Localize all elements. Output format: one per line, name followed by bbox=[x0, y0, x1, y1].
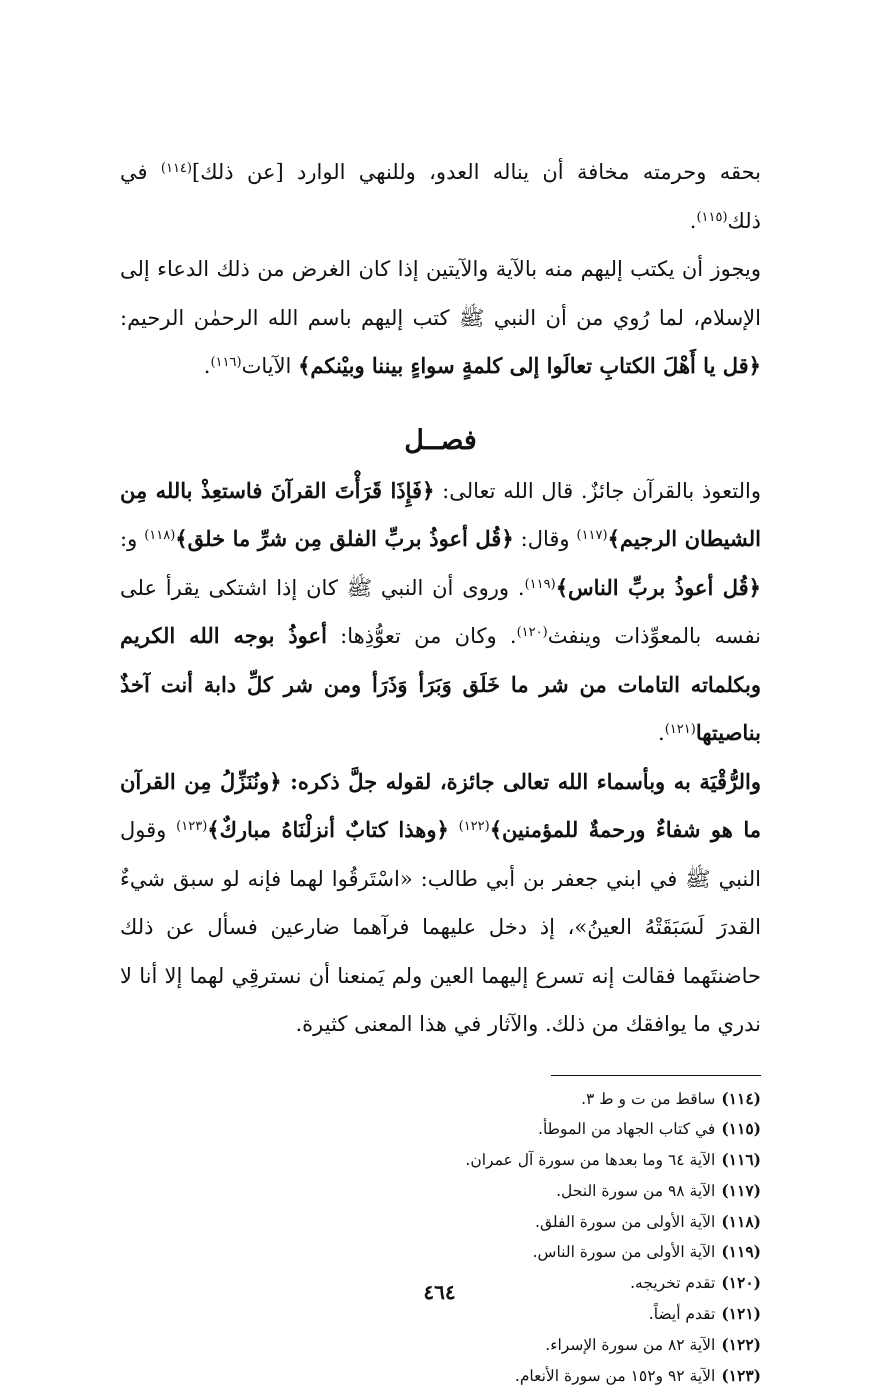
footnote-text: الآية ٨٢ من سورة الإسراء. bbox=[545, 1335, 716, 1354]
paragraph bbox=[120, 467, 761, 758]
intro-text bbox=[120, 148, 761, 391]
footnote-ref: (١١٥) bbox=[696, 209, 728, 225]
text-run bbox=[449, 818, 459, 842]
footnote-item bbox=[120, 1176, 761, 1207]
footnote-text: الآية ٩٨ من سورة النحل. bbox=[556, 1181, 716, 1200]
text-run: وقول النبي ﷺ في ابني جعفر بن أبي طالب: «اسْتَرقُوا لهما فإنه لو سبق شيءٌ القدرَ لَسَبَقَتْهُ العينُ»، إذ دخل عليهما فرآهما ضارعين فسأل عن ذلك حاضنتَهما فقالت إنه تسرع إليهما العين ولم يَمنعنا أن نسترقِي لهما إلا أنا لا ندري ما يوافقك من ذلك. والآثار في هذا المعنى كثيرة. bbox=[120, 818, 761, 1036]
footnote-ref: (١٢١) bbox=[664, 722, 696, 737]
footnote-divider bbox=[551, 1075, 761, 1076]
footnote-item bbox=[120, 1114, 761, 1145]
footnote-text: تقدم تخريجه. bbox=[630, 1274, 716, 1293]
footnote-number: (١١٧) bbox=[721, 1180, 761, 1200]
bold-text: أعوذُ بوجه الله الكريم وبكلماته التامات من شر ما خَلَق وَبَرَأ وَذَرَأ ومن شر كلِّ دابة أنت آخذٌ بناصيتها bbox=[120, 623, 761, 745]
footnote-text: تقدم أيضاً. bbox=[648, 1305, 716, 1324]
text-run: و: bbox=[120, 527, 145, 551]
footnote-text: في كتاب الجهاد من الموطأ. bbox=[538, 1120, 716, 1139]
footnote-item bbox=[120, 1084, 761, 1115]
bold-text: ﴿قُل أعوذُ بربِّ الناس﴾ bbox=[555, 574, 761, 600]
text-run: . وكان من تعوُّذِها: bbox=[326, 624, 517, 648]
bold-text: ﴿ونُنَزِّلُ مِن القرآن ما هو شفاءٌ ورحمةٌ للمؤمنين﴾ bbox=[120, 768, 761, 842]
footnote-item bbox=[120, 1237, 761, 1268]
footnote-ref: (١٢٢) bbox=[458, 819, 490, 834]
footnote-number: (١١٨) bbox=[721, 1211, 761, 1231]
bold-text: والرُّقْيَة به وبأسماء الله تعالى جائزة، لقوله جلَّ ذكره: bbox=[281, 768, 761, 794]
footnote-number: (١٢٢) bbox=[721, 1334, 761, 1354]
footnote-ref: (١١٦) bbox=[210, 355, 242, 370]
footnote-number: (١٢٠) bbox=[721, 1273, 761, 1293]
text-run: . bbox=[658, 721, 665, 745]
text-run: الآيات bbox=[241, 354, 299, 378]
paragraph bbox=[120, 245, 761, 391]
bold-text: ﴿قُل أعوذُ بربِّ الفلق مِن شرِّ ما خلق﴾ bbox=[175, 526, 514, 551]
text-run: ويجوز أن يكتب إليهم منه بالآية والآيتين إذا كان الغرض من ذلك الدعاء إلى الإسلام، لما رُوي من أن النبي ﷺ كتب إليهم باسم الله الرحمٰن الرحيم: bbox=[120, 257, 761, 330]
footnote-item bbox=[120, 1361, 761, 1392]
footnote-text: الآية الأولى من سورة الفلق. bbox=[535, 1212, 716, 1231]
text-run: في ذلك bbox=[120, 160, 761, 233]
paragraph bbox=[120, 758, 761, 1049]
footnote-text: الآية ٦٤ وما بعدها من سورة آل عمران. bbox=[465, 1151, 716, 1170]
bold-text: ﴿وهذا كتابٌ أنزلْنَاهُ مباركٌ﴾ bbox=[207, 817, 449, 842]
text-run: . bbox=[689, 208, 697, 233]
footnote-ref: (١١٤) bbox=[160, 161, 192, 176]
footnote-number: (١١٦) bbox=[721, 1150, 761, 1170]
footnote-number: (١٢١) bbox=[721, 1304, 761, 1324]
footnote-number: (١١٩) bbox=[721, 1242, 761, 1262]
footnote-ref: (١٢٠) bbox=[516, 625, 548, 640]
footnote-ref: (١١٩) bbox=[524, 576, 556, 592]
bold-text: ﴿فَإِذَا قَرَأْتَ القرآنَ فاستعِذْ بالله مِن الشيطان الرجيم﴾ bbox=[120, 477, 761, 551]
text-run: بحقه وحرمته مخافة أن يناله العدو، وللنهي الوارد [عن ذلك] bbox=[192, 160, 762, 184]
footnote-text: الآية الأولى من سورة الناس. bbox=[532, 1243, 716, 1262]
footnote-ref: (١١٧) bbox=[576, 528, 608, 543]
section-title: فصــل bbox=[404, 424, 477, 456]
footnote-number: (١١٤) bbox=[721, 1088, 761, 1108]
footnote-text: ساقط من ت و ط ٣. bbox=[581, 1089, 716, 1108]
text-run: . bbox=[203, 354, 211, 378]
footnote-item bbox=[120, 1207, 761, 1238]
page-number: ٤٦٤ bbox=[423, 1280, 456, 1304]
bold-text: ﴿قل يا أَهْلَ الكتابِ تعالَوا إلى كلمةٍ سواءٍ بيننا وبيْنكم﴾ bbox=[298, 353, 761, 378]
footnote-ref: (١١٨) bbox=[144, 528, 176, 543]
section-text bbox=[120, 467, 761, 1049]
footnote-item bbox=[120, 1145, 761, 1176]
text-run: وقال: bbox=[513, 527, 577, 551]
footnotes-list bbox=[120, 1084, 761, 1392]
footnote-number: (١١٥) bbox=[721, 1119, 761, 1139]
text-run: . وروى أن النبي ﷺ كان إذا اشتكى يقرأ على نفسه بالمعوِّذات وينفث bbox=[120, 575, 761, 648]
text-run: والتعوذ بالقرآن جائزٌ. قال الله تعالى: bbox=[434, 478, 761, 503]
footnote-ref: (١٢٣) bbox=[176, 819, 208, 834]
footnote-number: (١٢٣) bbox=[721, 1365, 761, 1385]
footnote-text: الآية ٩٢ و١٥٢ من سورة الأنعام. bbox=[514, 1366, 716, 1385]
paragraph bbox=[120, 148, 761, 245]
page-body bbox=[120, 148, 761, 1393]
footnote-item bbox=[120, 1330, 761, 1361]
